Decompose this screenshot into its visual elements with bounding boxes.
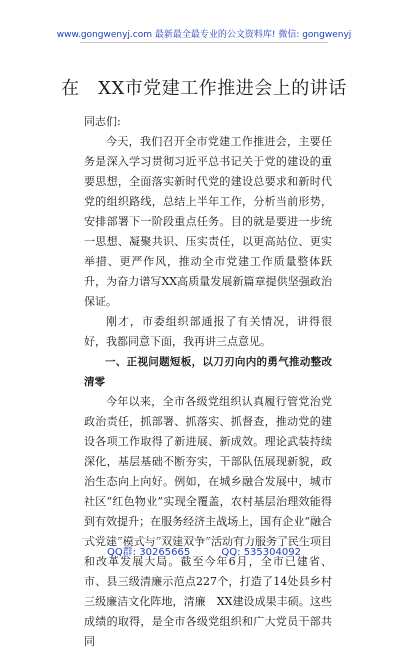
header-divider bbox=[80, 42, 328, 43]
site-footer bbox=[0, 543, 408, 558]
section-paragraph-1: 今年以来，全市各级党组织认真履行管党治党政治责任，抓部署、抓落实、抓督查，推动党的建设各项工作取得了新进展、新成效。理论武装持续深化，基层基础不断夯实，干部队伍展现新貌，政治生态向上向好。例如，在城乡融合发展中，城市社区“红色物业”实现全覆盖，农村基层治理效能得到有效提升；在服务经济主战场上，国有企业“融合式党建”模式与“双建双争”活动有力服务了民生项目和改革发展大局。截至今年6月，全市已建省、市、县三级清廉示范点227个，打造了14处县乡村三级廉洁文化阵地，清廉 XX建设成果丰硕。这些成绩的取得，是全市各级党组织和广大党员干部共同 bbox=[84, 395, 332, 648]
document-body bbox=[84, 112, 332, 652]
paragraph-1: 今天，我们召开全市党建工作推进会，主要任务是深入学习贯彻习近平总书记关于党的建设的重要思想，全面落实新时代党的建设总要求和新时代党的组织路线，总结上半年工作，分析当前形势，安排部署下一阶段重点任务。目的就是要进一步统一思想、凝聚共识、压实责任，以更高站位、更实举措、更严作风，推动全市党建工作质量整体跃升，为奋力谱写XX高质量发展新篇章提供坚强政治保证。 bbox=[84, 135, 332, 308]
document-title: 在 XX市党建工作推进会上的讲话 bbox=[61, 78, 347, 99]
section-heading-1: 一、正视问题短板，以刀刃向内的勇气推动整改清零 bbox=[84, 356, 332, 388]
paragraph-2: 刚才，市委组织部通报了有关情况，讲得很好，我都同意下面，我再讲三点意见。 bbox=[84, 315, 332, 348]
qq-label: QQ: 535304092 bbox=[221, 547, 301, 558]
salutation: 同志们: bbox=[84, 115, 121, 128]
footer-divider bbox=[82, 538, 326, 539]
site-header: www.gongwenyj.com 最新最全最专业的公文资料库! 微信: gongwenyj bbox=[56, 30, 352, 40]
qq-group-label: QQ群: 30265665 bbox=[107, 547, 191, 558]
